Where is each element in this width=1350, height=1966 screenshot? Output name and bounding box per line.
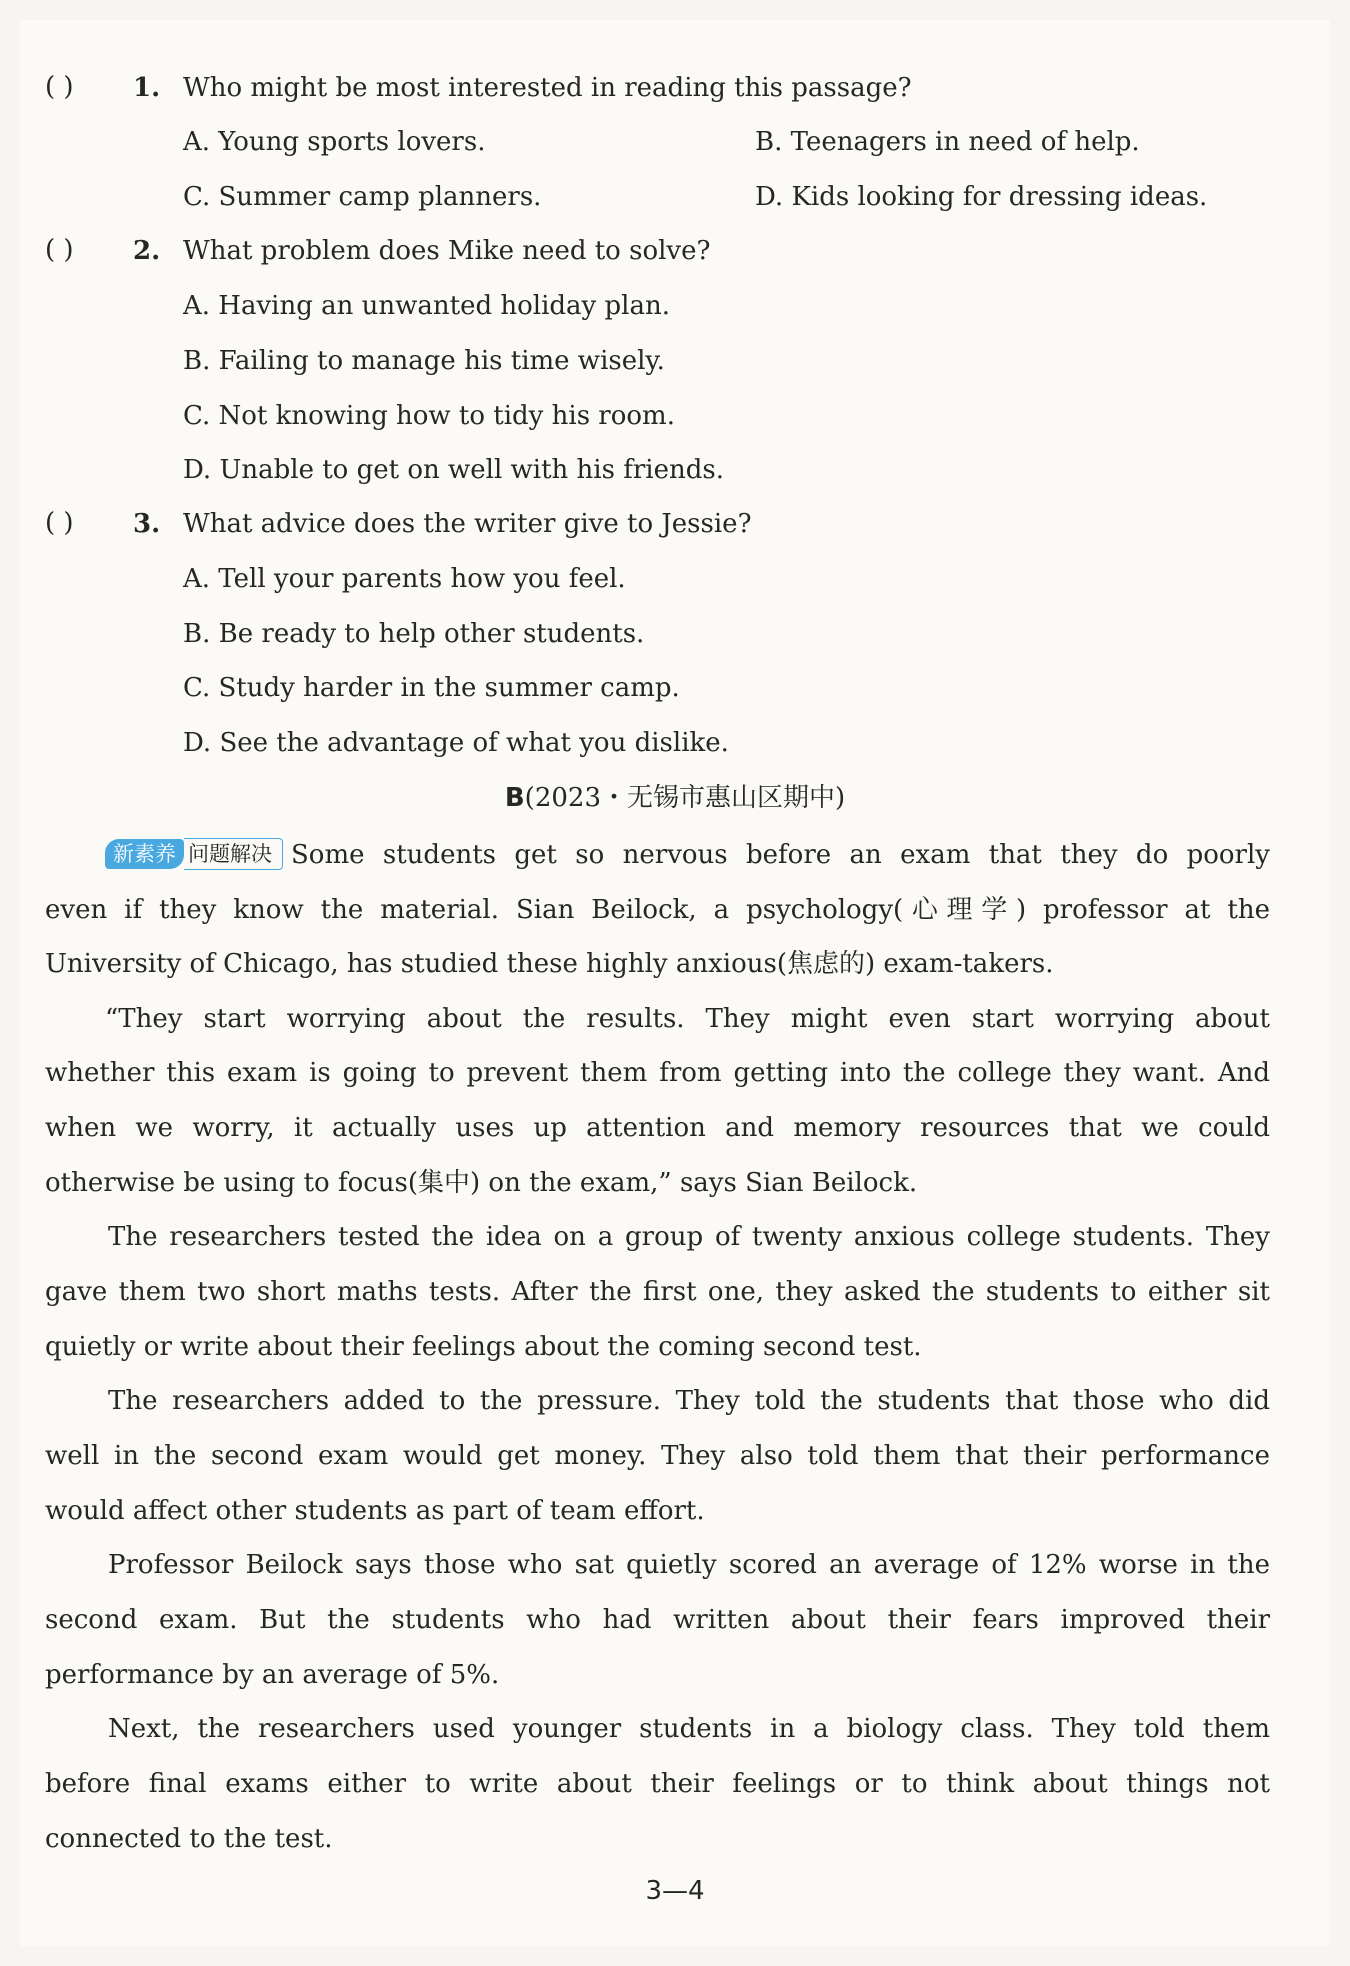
option-b: B. Failing to manage his time wisely. xyxy=(183,346,665,376)
passage-line: quietly or write about their feelings about the coming second test. xyxy=(45,1332,922,1362)
passage-line: connected to the test. xyxy=(45,1824,333,1854)
passage-line: performance by an average of 5%. xyxy=(45,1660,500,1690)
passage-line: before final exams either to write about their feelings or to think about things not xyxy=(45,1769,1270,1799)
option-a: A. Having an unwanted holiday plan. xyxy=(183,291,670,321)
option-b: B. Be ready to help other students. xyxy=(183,619,645,649)
passage-line: would affect other students as part of team effort. xyxy=(45,1496,705,1526)
question-text: Who might be most interested in reading this passage? xyxy=(183,73,912,103)
question-number: 2. xyxy=(133,236,161,266)
option-a: A. Tell your parents how you feel. xyxy=(183,564,626,594)
option-a: A. Young sports lovers. xyxy=(183,127,486,157)
passage-line: Next, the researchers used younger students in a biology class. They told them xyxy=(108,1714,1270,1744)
passage-text: Some students get so nervous before an exam that they do poorly xyxy=(291,840,1270,870)
question-text: What problem does Mike need to solve? xyxy=(183,236,711,266)
option-d: D. See the advantage of what you dislike. xyxy=(183,728,729,758)
passage-line: well in the second exam would get money. They also told them that their performance xyxy=(45,1441,1270,1471)
section-heading xyxy=(0,780,1350,816)
option-d: D. Unable to get on well with his friends. xyxy=(183,455,724,485)
answer-blank[interactable]: ( ) xyxy=(45,235,74,265)
passage-line: even if they know the material. Sian Beilock, a psychology(心理学) professor at the xyxy=(45,895,1270,925)
passage-line: otherwise be using to focus(集中) on the exam,” says Sian Beilock. xyxy=(45,1168,918,1198)
new-literacy-badge: 新素养 xyxy=(105,839,184,869)
option-c: C. Study harder in the summer camp. xyxy=(183,673,680,703)
question-number: 3. xyxy=(133,509,161,539)
passage-line xyxy=(105,837,1270,873)
option-c: C. Summer camp planners. xyxy=(183,182,542,212)
section-source: (2023・无锡市惠山区期中) xyxy=(524,783,846,813)
question-number: 1. xyxy=(133,73,161,103)
problem-solving-tag: 问题解决 xyxy=(184,838,283,870)
option-c: C. Not knowing how to tidy his room. xyxy=(183,401,675,431)
answer-blank[interactable]: ( ) xyxy=(45,508,74,538)
passage-line: The researchers added to the pressure. They told the students that those who did xyxy=(108,1386,1270,1416)
option-d: D. Kids looking for dressing ideas. xyxy=(755,182,1208,212)
passage-line: when we worry, it actually uses up attention and memory resources that we could xyxy=(45,1113,1270,1143)
passage-line: “They start worrying about the results. They might even start worrying about xyxy=(105,1004,1270,1034)
passage-line: second exam. But the students who had written about their fears improved their xyxy=(45,1605,1270,1635)
passage-line: gave them two short maths tests. After the first one, they asked the students to either sit xyxy=(45,1277,1270,1307)
passage-line: Professor Beilock says those who sat quietly scored an average of 12% worse in the xyxy=(108,1550,1270,1580)
passage-line: whether this exam is going to prevent them from getting into the college they want. And xyxy=(45,1058,1270,1088)
answer-blank[interactable]: ( ) xyxy=(45,72,74,102)
passage-line: The researchers tested the idea on a group of twenty anxious college students. They xyxy=(108,1222,1270,1252)
page-number: 3—4 xyxy=(645,1876,705,1906)
passage-line: University of Chicago, has studied these highly anxious(焦虑的) exam-takers. xyxy=(45,949,1054,979)
question-text: What advice does the writer give to Jessie? xyxy=(183,509,752,539)
section-letter: B xyxy=(504,783,525,813)
option-b: B. Teenagers in need of help. xyxy=(755,127,1140,157)
